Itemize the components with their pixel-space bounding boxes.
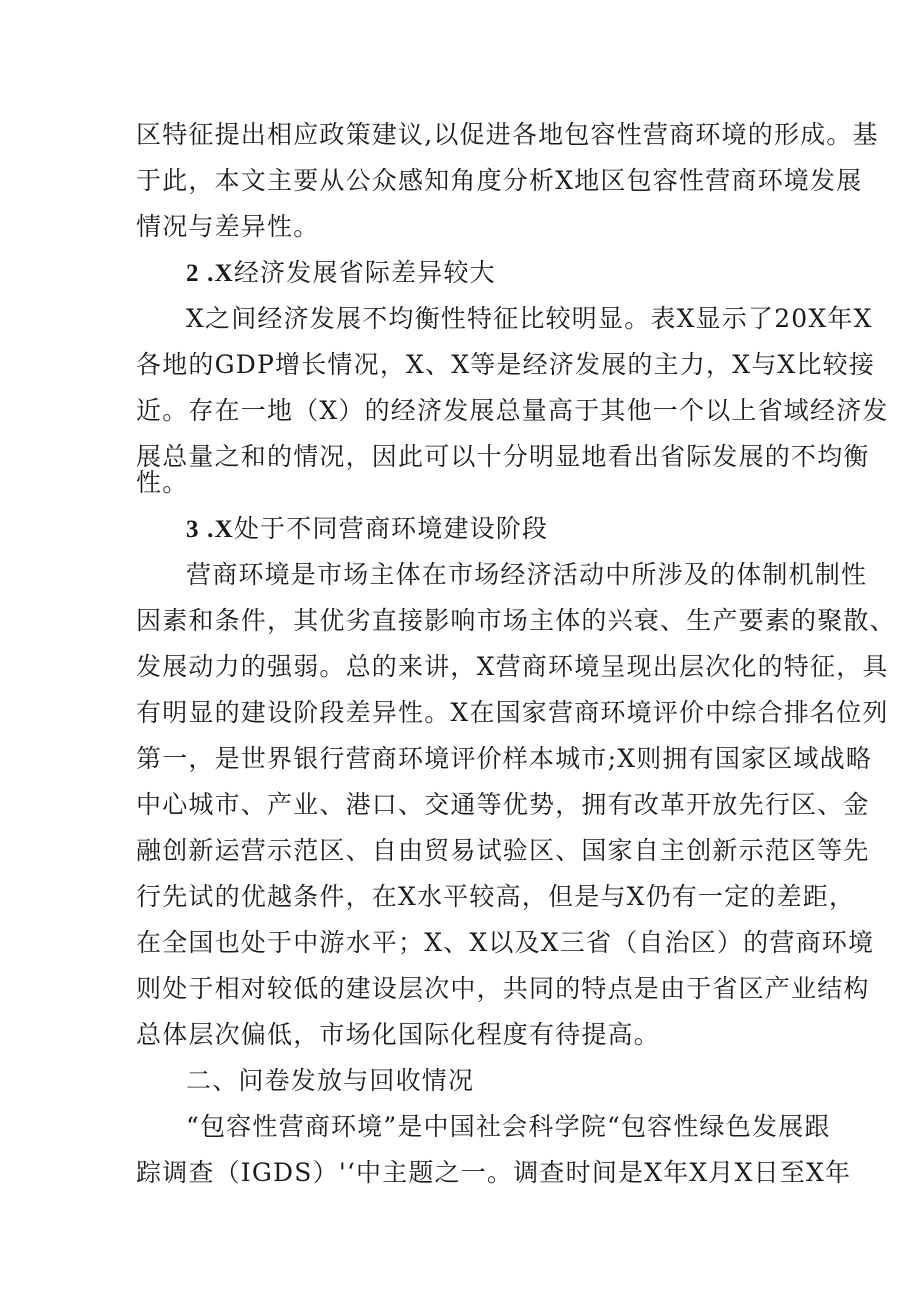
paragraph-line: 中心城市、产业、港口、交通等优势，拥有改革开放先行区、金 xyxy=(136,790,870,819)
paragraph-line: 则处于相对较低的建设层次中，共同的特点是由于省区产业结构 xyxy=(136,974,870,1003)
paragraph-line: 近。存在一地（X）的经济发展总量高于其他一个以上省域经济发 xyxy=(136,396,889,425)
paragraph-line: 于此，本文主要从公众感知角度分析X地区包容性营商环境发展 xyxy=(136,166,863,195)
paragraph-line: 营商环境是市场主体在市场经济活动中所涉及的体制机制性 xyxy=(186,560,868,589)
paragraph-line: 因素和条件，其优劣直接影响市场主体的兴衰、生产要素的聚散、 xyxy=(136,606,896,635)
paragraph-line: 各地的GDP增长情况，X、X等是经济发展的主力，X与X比较接 xyxy=(136,350,876,379)
paragraph-line: 行先试的优越条件，在X水平较高，但是与X仍有一定的差距， xyxy=(136,882,856,911)
section-two-heading: 二、问卷发放与回收情况 xyxy=(186,1066,475,1095)
section-heading-2-number: 2 .X xyxy=(186,260,234,287)
paragraph-line: 情况与差异性。 xyxy=(136,212,320,241)
paragraph-line: 区特征提出相应政策建议,以促进各地包容性营商环境的形成。基 xyxy=(136,120,879,149)
paragraph-line: 性。 xyxy=(136,468,189,497)
paragraph-line: “包容性营商环境”是中国社会科学院“包容性绿色发展跟 xyxy=(186,1112,831,1141)
section-heading-2 xyxy=(186,256,796,290)
paragraph-line: 有明显的建设阶段差异性。X在国家营商环境评价中综合排名位列 xyxy=(136,698,889,727)
paragraph-line: 融创新运营示范区、自由贸易试验区、国家自主创新示范区等先 xyxy=(136,836,870,865)
section-heading-2-text: 经济发展省际差异较大 xyxy=(233,258,496,287)
paragraph-line: 第一，是世界银行营商环境评价样本城市;X则拥有国家区域战略 xyxy=(136,744,873,773)
section-heading-3-number: 3 .X xyxy=(186,516,234,543)
paragraph-line: 在全国也处于中游水平；X、X以及X三省（自治区）的营商环境 xyxy=(136,928,875,957)
paragraph-line: 发展动力的强弱。总的来讲，X营商环境呈现出层次化的特征，具 xyxy=(136,652,889,681)
section-heading-3-text: 处于不同营商环境建设阶段 xyxy=(233,514,549,543)
paragraph-line: X之间经济发展不均衡性特征比较明显。表X显示了20X年X xyxy=(186,304,873,333)
paragraph-line: 踪调查（IGDS）'‘中主题之一。调查时间是X年X月X日至X年 xyxy=(136,1158,852,1187)
section-heading-3 xyxy=(186,512,796,546)
paragraph-line: 总体层次偏低，市场化国际化程度有待提高。 xyxy=(136,1020,661,1049)
paragraph-line: 展总量之和的情况，因此可以十分明显地看出省际发展的不均衡 xyxy=(136,442,870,471)
